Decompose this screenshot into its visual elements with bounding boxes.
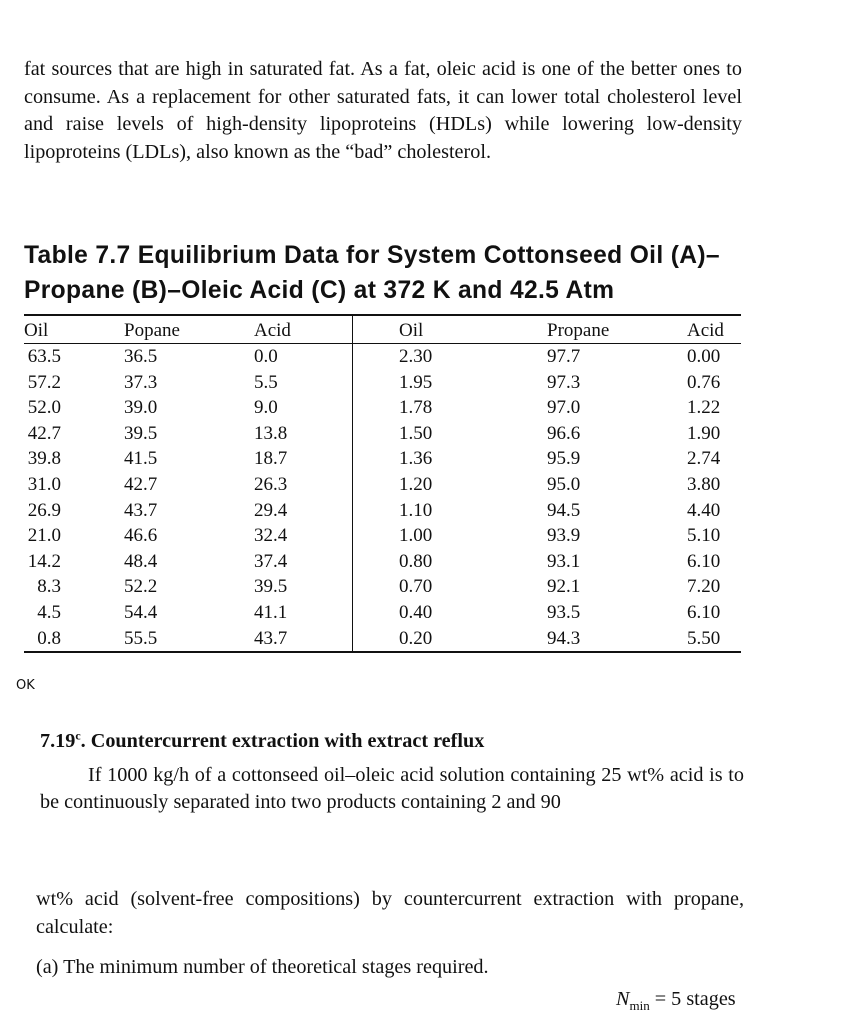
problem-title: . Countercurrent extraction with extract reflux	[80, 730, 485, 752]
cell-acid-extract: 6.10	[687, 550, 721, 572]
answer-symbol: N	[616, 988, 630, 1010]
table-header-row	[24, 316, 741, 344]
cell-acid-raffinate: 32.4	[254, 523, 353, 549]
cell-oil-raffinate	[24, 370, 124, 396]
cell-value: 63.5	[27, 346, 61, 367]
answer-line	[616, 986, 736, 1013]
cell-acid-raffinate: 29.4	[254, 498, 353, 524]
cell-oil-raffinate	[24, 472, 124, 498]
cell-acid-raffinate: 0.0	[254, 344, 353, 370]
cell-acid-extract: 5.10	[687, 525, 721, 547]
cell-value: 57.2	[27, 371, 61, 393]
header-acid-extract: Acid	[687, 316, 741, 344]
cell-propane-extract: 92.1	[547, 576, 581, 598]
cell-acid-extract: 4.40	[687, 499, 721, 521]
cell-propane-extract: 96.6	[547, 422, 581, 444]
cell-propane-extract: 94.5	[547, 499, 581, 521]
cell-oil-raffinate	[24, 523, 124, 549]
table-body	[24, 344, 741, 652]
ok-label: OK	[16, 678, 35, 693]
cell-oil-raffinate	[24, 574, 124, 600]
cell-propane-extract: 93.1	[547, 550, 581, 572]
cell-acid-extract: 0.76	[687, 371, 721, 393]
cell-acid-extract: 3.80	[687, 473, 721, 495]
cell-value: 52.0	[27, 397, 61, 419]
cell-acid-extract: 6.10	[687, 601, 721, 623]
table-row	[24, 549, 741, 575]
cell-value: 0.8	[37, 627, 61, 649]
cell-oil-extract: 1.78	[399, 397, 433, 419]
cell-oil-raffinate	[24, 626, 124, 652]
cell-propane-extract: 95.9	[547, 448, 581, 470]
intro-paragraph: fat sources that are high in saturated fat. As a fat, oleic acid is one of the better ones to consume. As a replacement for other saturated fats, it can lower total cholesterol level and raise levels of high-density lipoproteins (HDLs) while lowering low-density lipoproteins (LDLs), also known as the “bad” cholesterol.	[24, 58, 742, 163]
cell-propane-raffinate: 41.5	[124, 448, 158, 470]
header-oil-raffinate: Oil	[24, 316, 124, 344]
cell-acid-raffinate: 37.4	[254, 549, 353, 575]
header-propane-raffinate: Popane	[124, 316, 254, 344]
cell-value: 8.3	[37, 576, 61, 598]
cell-acid-raffinate: 41.1	[254, 600, 353, 626]
cell-oil-extract: 0.80	[399, 550, 433, 572]
table-row	[24, 472, 741, 498]
cell-oil-extract: 2.30	[399, 346, 433, 367]
cell-propane-raffinate: 52.2	[124, 576, 158, 598]
cell-value: 21.0	[27, 525, 61, 547]
cell-oil-extract: 0.20	[399, 627, 433, 649]
cell-propane-raffinate: 37.3	[124, 371, 158, 393]
cell-propane-extract: 97.3	[547, 371, 581, 393]
table-row	[24, 370, 741, 396]
cell-oil-extract: 0.40	[399, 601, 433, 623]
cell-acid-raffinate: 43.7	[254, 626, 353, 652]
table-row	[24, 574, 741, 600]
table-row	[24, 421, 741, 447]
cell-oil-extract: 1.20	[399, 473, 433, 495]
table-header	[24, 316, 741, 344]
cell-value: 14.2	[27, 550, 61, 572]
cell-oil-raffinate	[24, 344, 124, 370]
cell-value: 26.9	[27, 499, 61, 521]
cell-propane-raffinate: 46.6	[124, 525, 158, 547]
cell-propane-extract: 93.9	[547, 525, 581, 547]
cell-propane-raffinate: 42.7	[124, 473, 158, 495]
problem-text: If 1000 kg/h of a cottonseed oil–oleic acid solution containing 25 wt% acid is to be continuously separated into two products containing 2 and 90	[40, 764, 744, 813]
cell-acid-raffinate: 5.5	[254, 370, 353, 396]
answer-value: = 5 stages	[654, 988, 736, 1010]
cell-propane-raffinate: 48.4	[124, 550, 158, 572]
cell-propane-extract: 93.5	[547, 601, 581, 623]
problem-continued-text: wt% acid (solvent-free compositions) by countercurrent extraction with propane, calculate:	[36, 888, 744, 938]
cell-propane-raffinate: 39.5	[124, 422, 158, 444]
header-acid-raffinate: Acid	[254, 316, 353, 344]
cell-oil-extract: 1.95	[399, 371, 433, 393]
header-propane-extract: Propane	[547, 316, 687, 344]
cell-acid-extract: 5.50	[687, 627, 721, 649]
cell-oil-raffinate	[24, 421, 124, 447]
problem-heading	[40, 728, 484, 755]
cell-propane-extract: 94.3	[547, 627, 581, 649]
cell-propane-raffinate: 55.5	[124, 627, 158, 649]
table-row	[24, 344, 741, 370]
table-title: Table 7.7 Equilibrium Data for System Cottonseed Oil (A)–Propane (B)–Oleic Acid (C) at 372 K and 42.5 Atm	[24, 242, 720, 304]
cell-acid-extract: 7.20	[687, 576, 721, 598]
answer-subscript: min	[629, 998, 650, 1014]
cell-acid-raffinate: 13.8	[254, 421, 353, 447]
cell-oil-extract: 1.50	[399, 422, 433, 444]
cell-acid-extract: 1.90	[687, 422, 721, 444]
cell-oil-raffinate	[24, 600, 124, 626]
cell-value: 31.0	[27, 473, 61, 495]
cell-oil-raffinate	[24, 446, 124, 472]
cell-acid-extract: 0.00	[687, 346, 721, 367]
cell-propane-extract: 95.0	[547, 473, 581, 495]
cell-value: 39.8	[27, 448, 61, 470]
table-row	[24, 626, 741, 652]
cell-propane-extract: 97.7	[547, 346, 581, 367]
table-row	[24, 600, 741, 626]
cell-oil-extract: 1.00	[399, 525, 433, 547]
table-row	[24, 523, 741, 549]
cell-acid-extract: 1.22	[687, 397, 721, 419]
cell-propane-raffinate: 39.0	[124, 397, 158, 419]
cell-acid-extract: 2.74	[687, 448, 721, 470]
cell-acid-raffinate: 26.3	[254, 472, 353, 498]
cell-oil-raffinate	[24, 498, 124, 524]
cell-oil-raffinate	[24, 549, 124, 575]
header-oil-extract: Oil	[353, 316, 548, 344]
cell-propane-raffinate: 54.4	[124, 601, 158, 623]
table-row	[24, 395, 741, 421]
problem-part-a: (a) The minimum number of theoretical stages required.	[36, 956, 489, 978]
problem-superscript: c	[75, 728, 81, 743]
cell-propane-extract: 97.0	[547, 397, 581, 419]
cell-acid-raffinate: 9.0	[254, 395, 353, 421]
cell-value: 4.5	[37, 601, 61, 623]
problem-number: 7.19	[40, 730, 76, 752]
cell-propane-raffinate: 36.5	[124, 346, 158, 367]
cell-oil-extract: 0.70	[399, 576, 433, 598]
cell-acid-raffinate: 39.5	[254, 574, 353, 600]
table-row	[24, 498, 741, 524]
cell-value: 42.7	[27, 422, 61, 444]
equilibrium-table	[24, 316, 741, 651]
cell-acid-raffinate: 18.7	[254, 446, 353, 472]
cell-oil-raffinate	[24, 395, 124, 421]
cell-propane-raffinate: 43.7	[124, 499, 158, 521]
equilibrium-table-wrapper	[24, 314, 741, 653]
cell-oil-extract: 1.36	[399, 448, 433, 470]
table-row	[24, 446, 741, 472]
cell-oil-extract: 1.10	[399, 499, 433, 521]
